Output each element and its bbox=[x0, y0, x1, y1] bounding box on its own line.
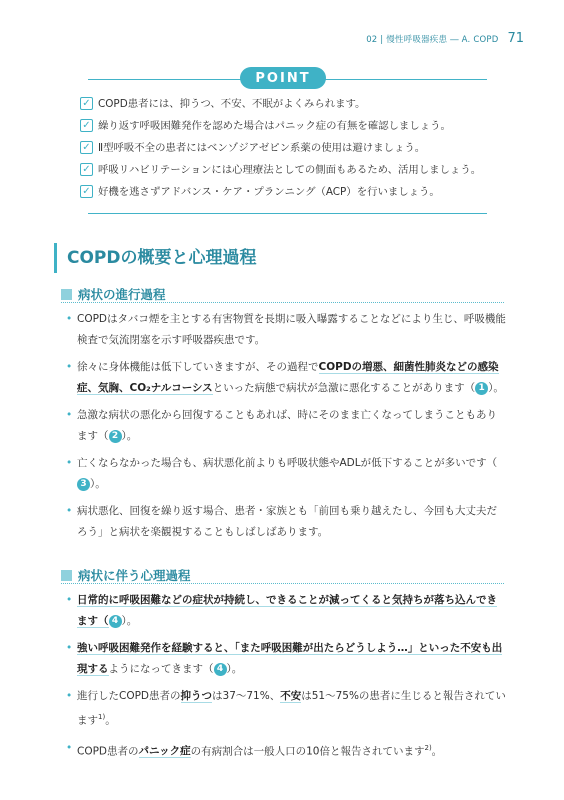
point-item: ✓ 繰り返す呼吸困難発作を認めた場合はパニック症の有無を確認しましょう。 bbox=[80, 117, 485, 135]
point-item: ✓ COPD患者には、抑うつ、不安、不眠がよくみられます。 bbox=[80, 95, 485, 113]
running-head: 02 | 慢性呼吸器疾患 ― A. COPD bbox=[366, 34, 499, 45]
subheading-psychology: 病状に伴う心理過程 bbox=[61, 566, 191, 584]
list-item: • 強い呼吸困難発作を経験すると、「また呼吸困難が出たらどうしよう…」といった不安も出現するようになってきます（ 4 ）。 bbox=[66, 638, 506, 680]
number-badge: 2 bbox=[109, 430, 122, 443]
subheading-rule bbox=[61, 583, 504, 584]
list-item: • 亡くならなかった場合も、病状悪化前よりも呼吸状態やADLが低下することが多いです（3 ）。 bbox=[66, 453, 506, 495]
square-bullet-icon bbox=[61, 570, 72, 581]
point-item: ✓ Ⅱ型呼吸不全の患者にはベンゾジアゼピン系薬の使用は避けましょう。 bbox=[80, 139, 485, 157]
check-icon: ✓ bbox=[80, 163, 93, 176]
list-item: • 徐々に身体機能は低下していきますが、その過程でCOPDの増悪、細菌性肺炎などの感染症、気胸、CO₂ナルコーシスといった病態で病状が急激に悪化することがあります（ 1 ）。 bbox=[66, 357, 506, 399]
check-icon: ✓ bbox=[80, 97, 93, 110]
list-item: • 日常的に呼吸困難などの症状が持続し、できることが減ってくると気持ちが落ち込んできます（ 4 ）。 bbox=[66, 590, 506, 632]
subheading-rule bbox=[61, 302, 504, 303]
section-title: COPDの概要と心理過程 bbox=[54, 243, 257, 273]
citation-ref: 2) bbox=[424, 743, 432, 752]
number-badge: 4 bbox=[109, 615, 122, 628]
point-list bbox=[80, 95, 485, 205]
list-item: • COPDはタバコ煙を主とする有害物質を長期に吸入曝露することなどにより生じ、呼吸機能検査で気流閉塞を示す呼吸器疾患です。 bbox=[66, 309, 506, 351]
point-item: ✓ 呼吸リハビリテーションには心理療法としての側面もあるため、活用しましょう。 bbox=[80, 161, 485, 179]
point-bottom-rule bbox=[88, 213, 487, 214]
check-icon: ✓ bbox=[80, 141, 93, 154]
subheading-progression: 病状の進行過程 bbox=[61, 285, 166, 303]
progression-list bbox=[66, 309, 506, 549]
list-item: • 病状悪化、回復を繰り返す場合、患者・家族とも「前回も乗り越えたし、今回も大丈夫だろう」と病状を楽観視することもしばしばあります。 bbox=[66, 501, 506, 543]
list-item: • 進行したCOPD患者の抑うつは37〜71%、不安は51〜75%の患者に生じると報告されています$^{1)}$。 bbox=[66, 686, 506, 732]
list-item: • COPD患者のパニック症の有病割合は一般人口の10倍と報告されています$^{2)}$。 bbox=[66, 738, 506, 763]
check-icon: ✓ bbox=[80, 119, 93, 132]
page-number: 71 bbox=[507, 31, 524, 46]
number-badge: 4 bbox=[214, 663, 227, 676]
page-header bbox=[366, 31, 524, 46]
number-badge: 1 bbox=[475, 382, 488, 395]
point-label: POINT bbox=[240, 67, 326, 89]
point-item: ✓ 好機を逃さずアドバンス・ケア・プランニング（ACP）を行いましょう。 bbox=[80, 183, 485, 201]
square-bullet-icon bbox=[61, 289, 72, 300]
psychology-list bbox=[66, 590, 506, 768]
check-icon: ✓ bbox=[80, 185, 93, 198]
list-item: • 急激な病状の悪化から回復することもあれば、時にそのまま亡くなってしまうこともあります（ 2 ）。 bbox=[66, 405, 506, 447]
citation-ref: 1) bbox=[98, 713, 106, 721]
number-badge: 3 bbox=[77, 478, 90, 491]
